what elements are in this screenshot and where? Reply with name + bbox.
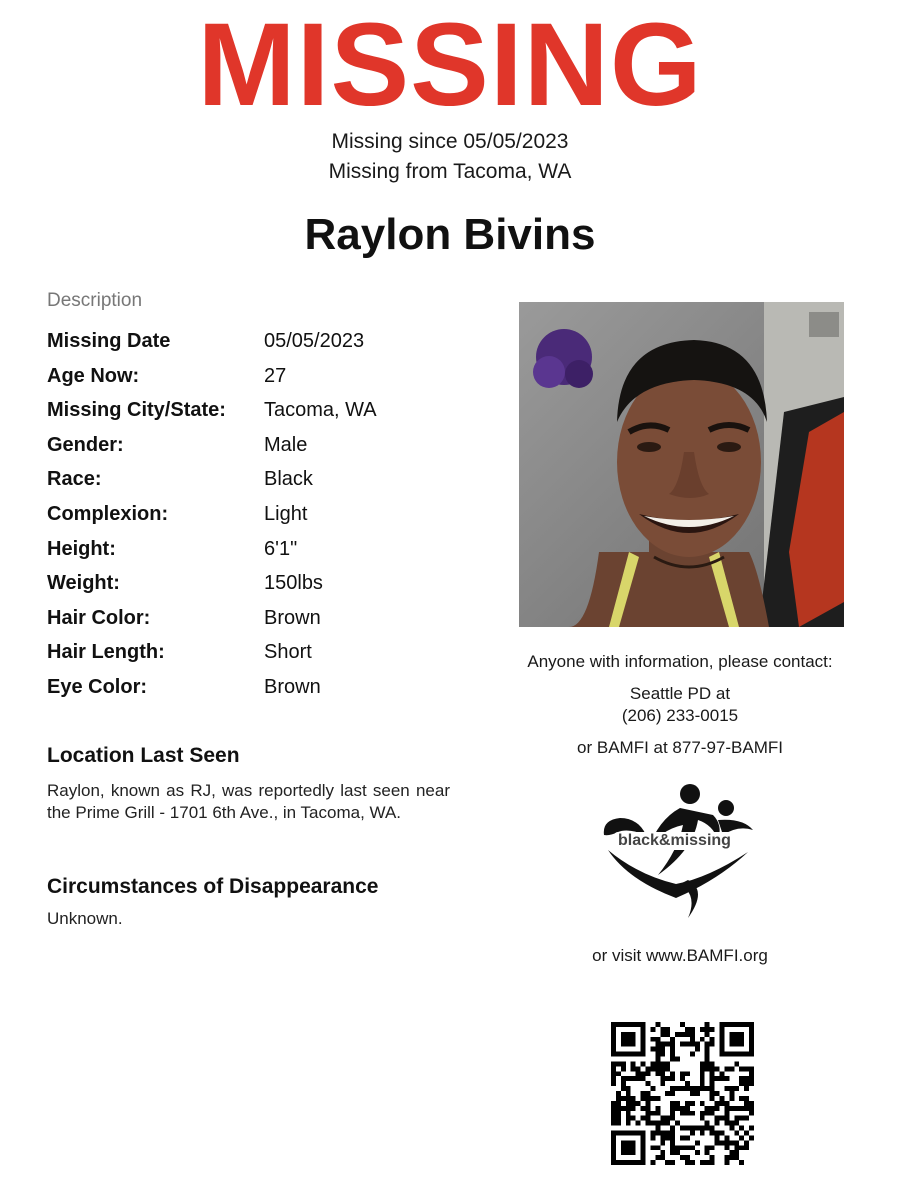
black-and-missing-logo (598, 780, 758, 920)
person-photo (519, 302, 844, 627)
field-label: Race: (47, 468, 102, 491)
field-height (47, 538, 467, 573)
field-label: Missing Date (47, 330, 171, 352)
field-value: 150lbs (264, 572, 323, 595)
field-weight (47, 572, 467, 607)
field-city-state (47, 399, 467, 434)
field-eye-color (47, 676, 467, 711)
logo-text: black&missing (614, 832, 735, 850)
field-value: Brown (264, 606, 321, 629)
missing-since-text: Missing since 05/05/2023 (331, 130, 569, 153)
field-value: Tacoma, WA (264, 399, 377, 422)
field-label: Missing City/State: (47, 399, 226, 422)
field-value: 05/05/2023 (264, 330, 365, 352)
field-hair-color (47, 607, 467, 642)
missing-title: MISSING (197, 0, 703, 131)
location-text: Raylon, known as RJ, was reportedly last seen near the Prime Grill - 1701 6th Ave., in Tacoma, WA. (47, 781, 450, 822)
person-name: Raylon Bivins (304, 210, 596, 259)
field-value: 27 (264, 364, 287, 387)
qr-code (611, 1022, 754, 1165)
field-value: Brown (264, 675, 321, 698)
field-label: Age Now: (47, 364, 140, 387)
contact-alt: or BAMFI at 877-97-BAMFI (577, 738, 783, 757)
field-value: 6'1" (264, 537, 298, 560)
field-value: Black (264, 468, 313, 491)
description-fields (47, 330, 467, 711)
visit-website-text: or visit www.BAMFI.org (592, 946, 768, 965)
field-race (47, 468, 467, 503)
missing-from-text: Missing from Tacoma, WA (328, 160, 572, 183)
contact-agency: Seattle PD at (629, 684, 731, 703)
field-missing-date (47, 330, 467, 365)
field-label: Height: (47, 537, 116, 560)
field-gender (47, 434, 467, 469)
field-label: Eye Color: (47, 675, 148, 698)
description-heading: Description (47, 290, 143, 311)
field-value: Light (264, 502, 308, 525)
field-label: Hair Color: (47, 606, 151, 629)
location-heading: Location Last Seen (47, 744, 240, 767)
field-label: Hair Length: (47, 641, 165, 664)
contact-intro: Anyone with information, please contact: (527, 652, 833, 671)
field-value: Male (264, 433, 308, 456)
field-label: Weight: (47, 572, 120, 595)
field-label: Gender: (47, 433, 124, 456)
field-hair-length (47, 641, 467, 676)
field-label: Complexion: (47, 502, 169, 525)
field-age (47, 365, 467, 400)
circumstances-heading: Circumstances of Disappearance (47, 875, 379, 898)
field-complexion (47, 503, 467, 538)
circumstances-text: Unknown. (47, 909, 123, 928)
field-value: Short (264, 641, 312, 664)
contact-phone: (206) 233-0015 (621, 706, 739, 725)
